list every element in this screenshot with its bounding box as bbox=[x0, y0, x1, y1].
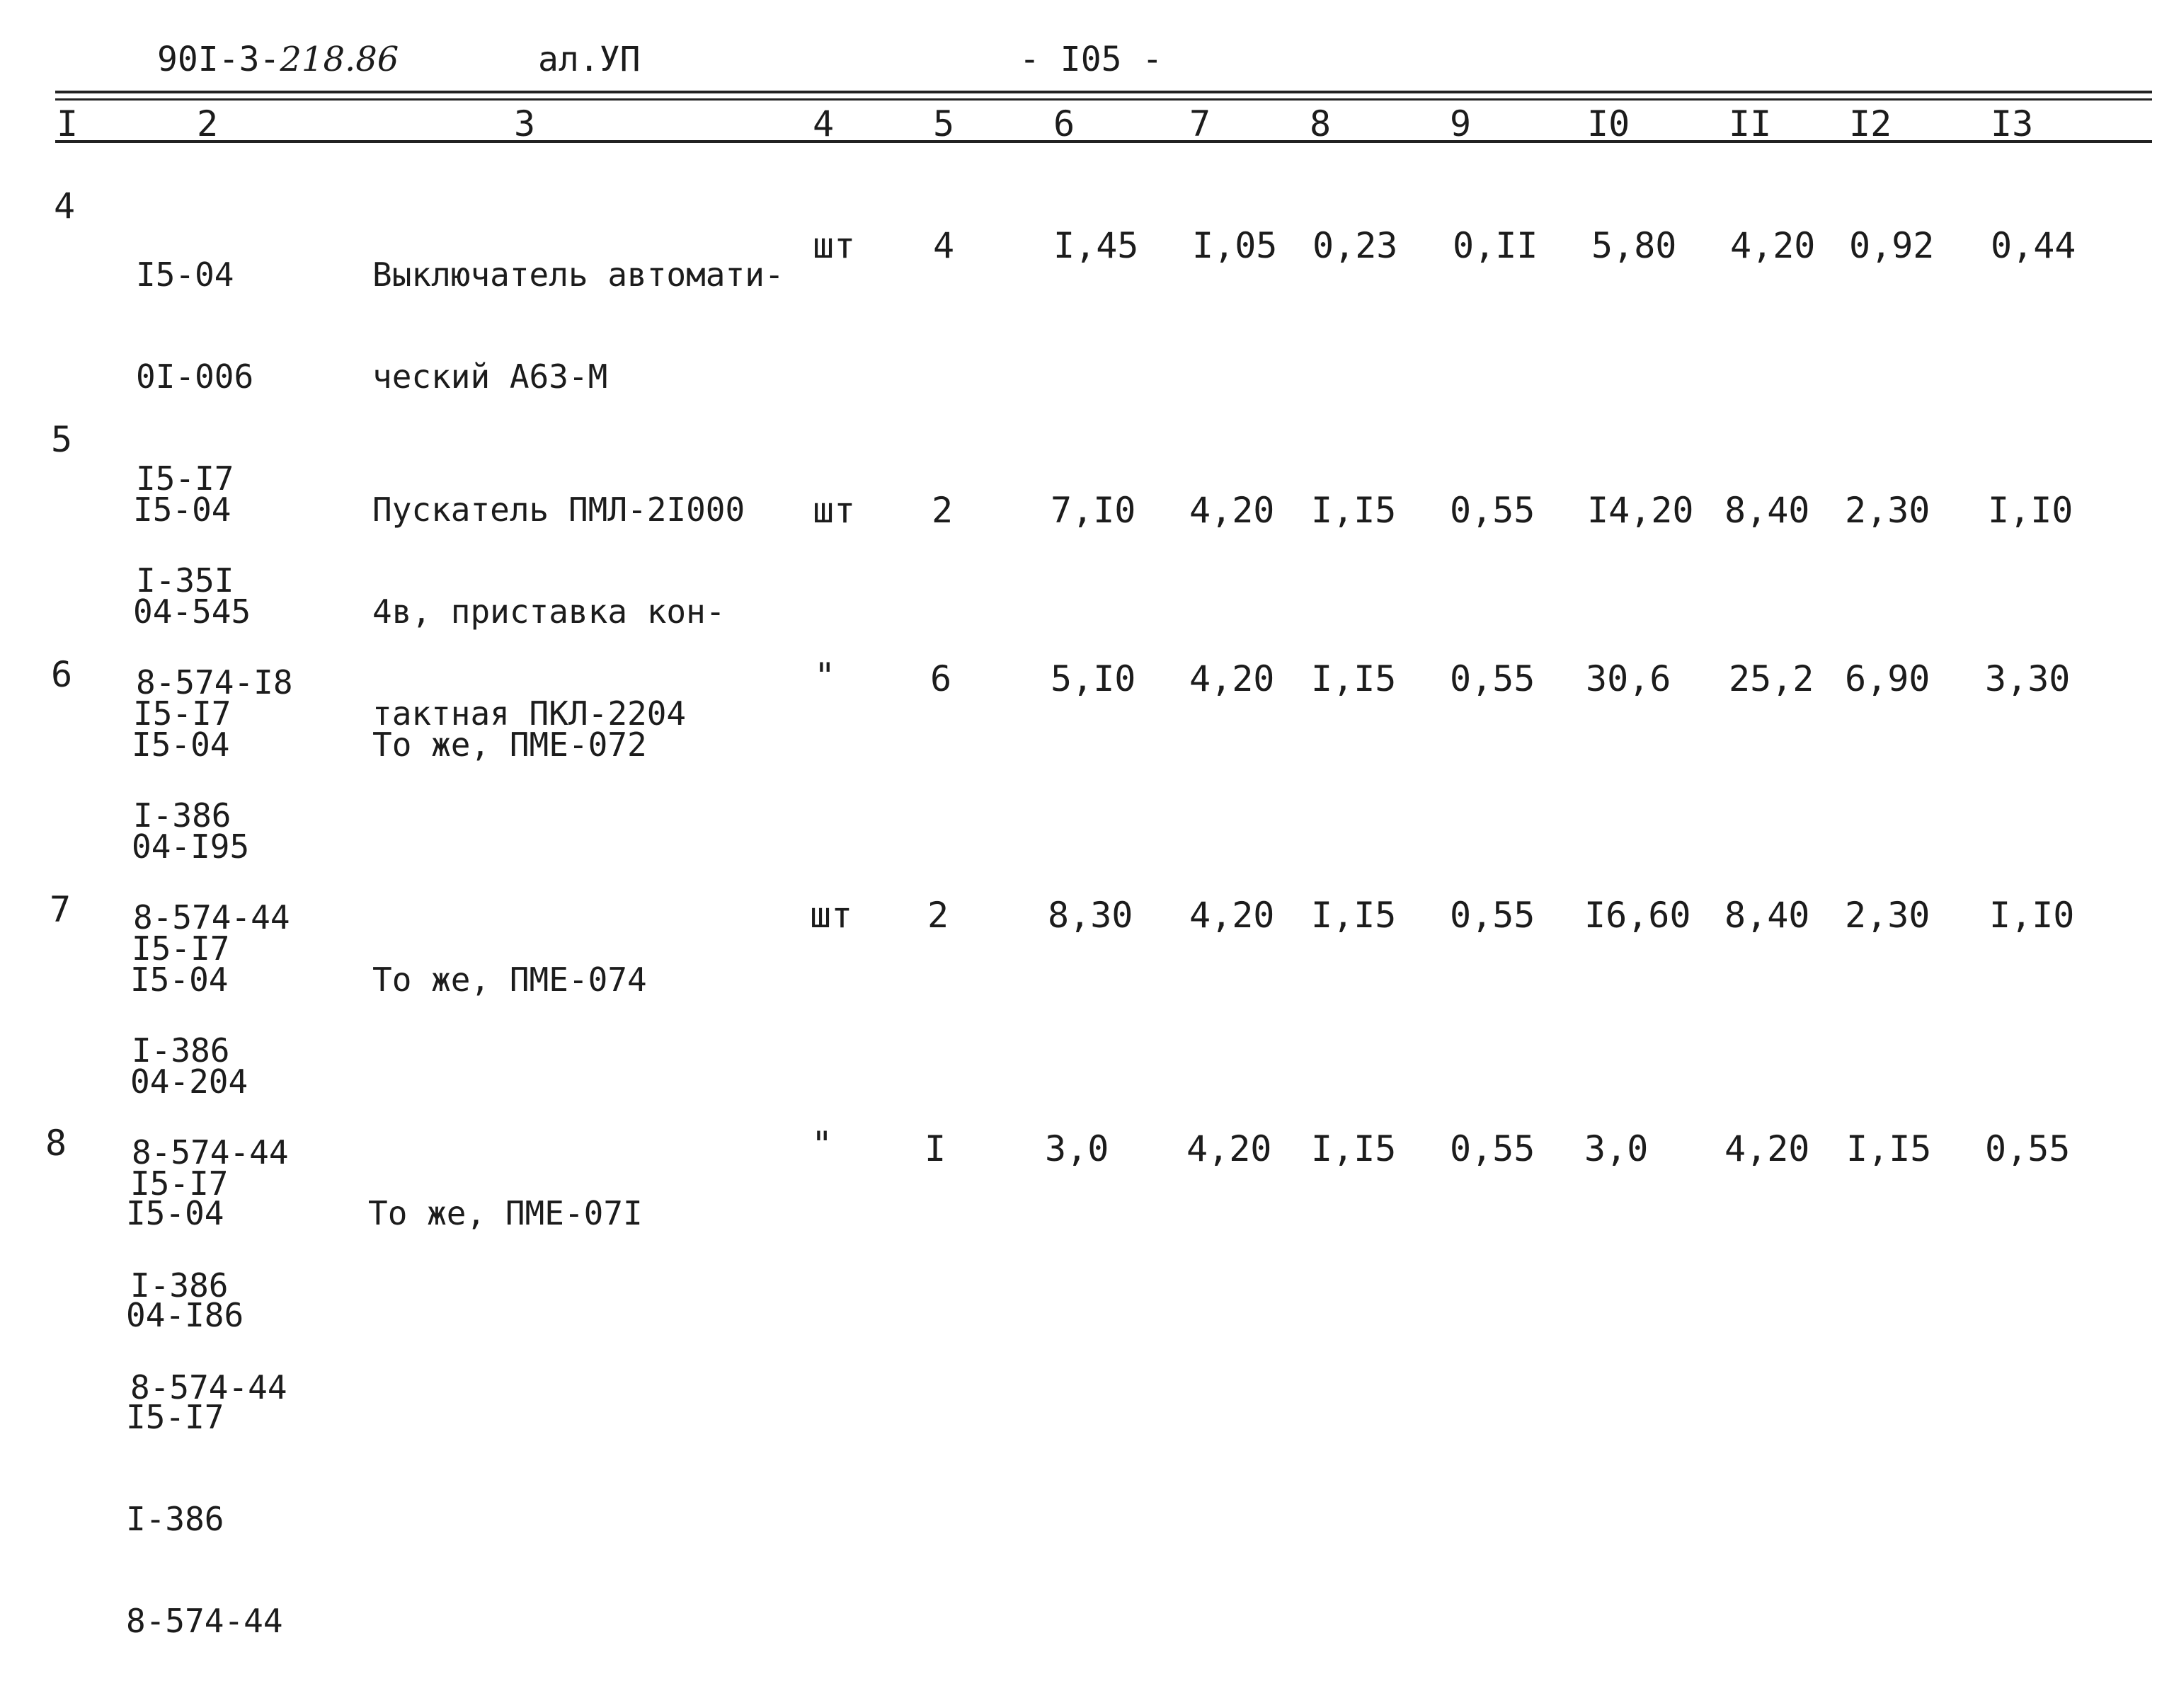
value-cell: 8,30 bbox=[1048, 895, 1133, 936]
code-line: I-386 bbox=[132, 1031, 230, 1070]
value-cell: I,45 bbox=[1053, 225, 1139, 266]
code-line: 8-574-44 bbox=[132, 1133, 289, 1171]
value-cell: I,I5 bbox=[1846, 1128, 1932, 1169]
code-line: 8-574-44 bbox=[130, 1368, 287, 1406]
code-line: I5-04 bbox=[126, 1194, 224, 1232]
value-cell: I,I5 bbox=[1311, 1128, 1397, 1169]
column-header: I2 bbox=[1849, 103, 1892, 144]
value-cell: I,I5 bbox=[1311, 658, 1397, 699]
column-header: 2 bbox=[197, 103, 219, 144]
value-cell: 8,40 bbox=[1724, 490, 1810, 531]
value-cell: 0,23 bbox=[1312, 225, 1398, 266]
value-cell: 3,30 bbox=[1985, 658, 2071, 699]
quantity-cell: 4 bbox=[933, 225, 955, 266]
value-cell: 7,I0 bbox=[1051, 490, 1136, 531]
header-rule-bottom bbox=[55, 140, 2152, 143]
page-number: - I05 - bbox=[1019, 40, 1163, 79]
value-cell: 5,I0 bbox=[1051, 658, 1136, 699]
code-line: I5-I7 bbox=[126, 1398, 224, 1436]
column-header: I0 bbox=[1587, 103, 1630, 144]
value-cell: 0,55 bbox=[1985, 1128, 2071, 1169]
column-header: 8 bbox=[1310, 103, 1332, 144]
value-cell: 0,55 bbox=[1450, 1128, 1535, 1169]
value-cell: 3,0 bbox=[1045, 1128, 1109, 1169]
unit-cell: шт bbox=[813, 490, 856, 531]
value-cell: I,I0 bbox=[1988, 490, 2073, 531]
column-header: 3 bbox=[514, 103, 536, 144]
header-rule-top bbox=[55, 91, 2152, 93]
code-line: I5-I7 bbox=[130, 1164, 229, 1203]
code-line: I-386 bbox=[130, 1266, 229, 1305]
value-cell: 4,20 bbox=[1189, 895, 1275, 936]
column-header: I3 bbox=[1991, 103, 2034, 144]
column-header: 6 bbox=[1053, 103, 1075, 144]
code-line: I5-04 bbox=[133, 491, 231, 529]
code-line: 8-574-I8 bbox=[136, 663, 293, 701]
column-header: I bbox=[57, 103, 79, 144]
row-number: 8 bbox=[45, 1123, 67, 1164]
column-header: 4 bbox=[813, 103, 835, 144]
value-cell: 4,20 bbox=[1724, 1128, 1810, 1169]
value-cell: 0,II bbox=[1453, 225, 1538, 266]
header-rule-top-inner bbox=[55, 98, 2152, 101]
item-name-line: То же, ПМЕ-074 bbox=[372, 961, 647, 999]
code-line: 04-545 bbox=[133, 592, 251, 631]
value-cell: 4,20 bbox=[1186, 1128, 1272, 1169]
item-name-line: То же, ПМЕ-07I bbox=[368, 1194, 643, 1232]
unit-cell: " bbox=[814, 655, 836, 697]
column-header: 7 bbox=[1189, 103, 1211, 144]
code-line: 0I-006 bbox=[136, 357, 254, 396]
value-cell: 4,20 bbox=[1730, 225, 1816, 266]
unit-cell: " bbox=[811, 1124, 833, 1165]
code-line: I-386 bbox=[126, 1500, 224, 1538]
value-cell: 4,20 bbox=[1189, 490, 1275, 531]
sheet-label: ал.УП bbox=[538, 40, 641, 79]
code-line: I5-I7 bbox=[132, 929, 230, 968]
column-header: II bbox=[1729, 103, 1772, 144]
value-cell: 0,55 bbox=[1450, 895, 1535, 936]
item-name-line: тактная ПКЛ-2204 bbox=[372, 694, 687, 733]
code-references bbox=[126, 1128, 283, 1706]
code-line: I5-04 bbox=[132, 726, 230, 764]
column-header: 9 bbox=[1450, 103, 1472, 144]
value-cell: I,05 bbox=[1192, 225, 1278, 266]
item-name bbox=[368, 1128, 643, 1298]
value-cell: I,I5 bbox=[1311, 490, 1397, 531]
unit-cell: шт bbox=[813, 225, 856, 266]
value-cell: 6,90 bbox=[1845, 658, 1930, 699]
item-name-line: ческий А63-М bbox=[372, 357, 608, 396]
item-name bbox=[372, 660, 647, 830]
value-cell: 30,6 bbox=[1586, 658, 1671, 699]
value-cell: 3,0 bbox=[1584, 1128, 1649, 1169]
value-cell: I,I0 bbox=[1989, 895, 2075, 936]
item-name bbox=[372, 895, 647, 1065]
item-name-line: 4в, приставка кон- bbox=[372, 592, 726, 631]
value-cell: 0,92 bbox=[1849, 225, 1935, 266]
value-cell: 25,2 bbox=[1729, 658, 1814, 699]
quantity-cell: 6 bbox=[930, 658, 952, 699]
code-line: I5-04 bbox=[130, 961, 229, 999]
code-line: I-35I bbox=[136, 561, 234, 600]
item-name bbox=[372, 190, 784, 462]
value-cell: 2,30 bbox=[1845, 895, 1930, 936]
code-line: I5-I7 bbox=[136, 459, 234, 498]
value-cell: I4,20 bbox=[1587, 490, 1694, 531]
value-cell: 4,20 bbox=[1189, 658, 1275, 699]
document-code bbox=[157, 40, 399, 79]
value-cell: 0,44 bbox=[1991, 225, 2076, 266]
code-line: 04-I95 bbox=[132, 827, 250, 866]
row-number: 5 bbox=[51, 419, 73, 460]
value-cell: 5,80 bbox=[1591, 225, 1677, 266]
code-line: 8-574-44 bbox=[126, 1602, 283, 1640]
code-line: I-386 bbox=[133, 796, 231, 835]
document-code-handwritten: 218.86 bbox=[280, 40, 399, 79]
item-name-line: Пускатель ПМЛ-2I000 bbox=[372, 491, 745, 529]
quantity-cell: I bbox=[925, 1128, 946, 1169]
item-name-line: То же, ПМЕ-072 bbox=[372, 726, 647, 764]
row-number: 4 bbox=[54, 185, 76, 227]
value-cell: I6,60 bbox=[1584, 895, 1691, 936]
value-cell: 0,55 bbox=[1450, 658, 1535, 699]
code-line: I5-04 bbox=[136, 256, 234, 294]
unit-cell: шт bbox=[810, 895, 853, 936]
row-number: 7 bbox=[50, 889, 71, 930]
value-cell: 0,55 bbox=[1450, 490, 1535, 531]
code-line: 8-574-44 bbox=[133, 898, 290, 936]
document-code-typed: 90I-3- bbox=[157, 40, 280, 79]
value-cell: I,I5 bbox=[1311, 895, 1397, 936]
column-header: 5 bbox=[933, 103, 955, 144]
code-line: 04-204 bbox=[130, 1062, 248, 1101]
quantity-cell: 2 bbox=[927, 895, 949, 936]
item-name-line: Выключатель автомати- bbox=[372, 256, 784, 294]
value-cell: 8,40 bbox=[1724, 895, 1810, 936]
row-number: 6 bbox=[51, 654, 73, 695]
code-line: I5-I7 bbox=[133, 694, 231, 733]
code-line: 04-I86 bbox=[126, 1296, 244, 1334]
quantity-cell: 2 bbox=[932, 490, 954, 531]
value-cell: 2,30 bbox=[1845, 490, 1930, 531]
